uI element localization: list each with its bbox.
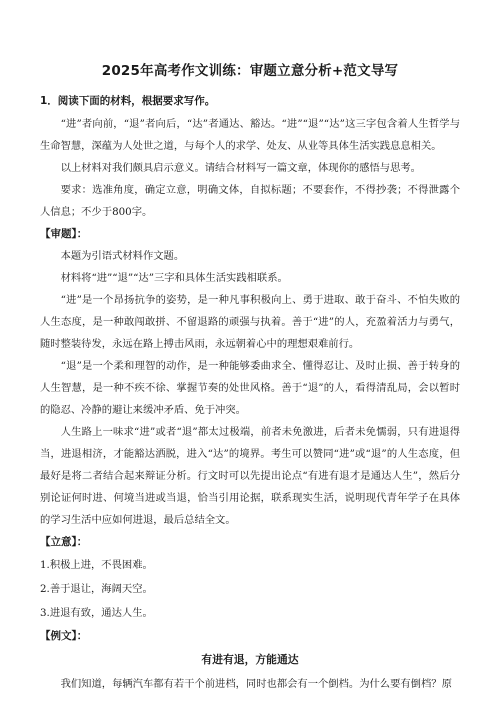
shenti-paragraph: 材料将“进”“退”“达”三字和具体生活实践相联系。 <box>60 272 288 284</box>
material-paragraph: “进”者向前，“退”者向后，“达”者通达、豁达。“进”“退”“达”这三字包含着人生哲学与生命智慧，深蕴为人处世之道，与每个人的求学、处友、从业等具体生活实践息息相关。 <box>40 118 460 152</box>
question-heading: 1．阅读下面的材料，根据要求写作。 <box>40 95 216 107</box>
shenti-paragraph: 本题为引语式材料作文题。 <box>60 250 185 262</box>
liyi-item: 2.善于退让，海阔天空。 <box>40 583 153 595</box>
prompt-paragraph: 以上材料对我们颇具启示意义。请结合材料写一篇文章，体现你的感悟与思考。 <box>60 162 421 174</box>
shenti-paragraph: 人生路上一味求“进”或者“退”都太过极端，前者未免激进，后者未免懦弱，只有进退得当，进退相济，才能豁达洒脱，进入“达”的境界。考生可以赞同“进”或“退”的人生态度，但最好是将二者结合起来辩证分析。行文时可以先提出论点“有进有退才是通达人生”，然后分别论证何时进、何境当进或当退，恰当引用论据，联系现实生活，说明现代青年学子在具体的学习生活中应如何进退，最后总结全文。 <box>40 426 460 526</box>
shenti-heading: 【审题】： <box>40 228 88 240</box>
shenti-paragraph: “进”是一个昂扬抗争的姿势，是一种凡事积极向上、勇于进取、敢于奋斗、不怕失败的人生态度，是一种敢闯敢拼、不留退路的顽强与执着。善于“进”的人，充盈着活力与勇气，随时整装待发，永远在路上搏击风雨，永远朝着心中的理想艰难前行。 <box>40 294 460 350</box>
requirements-paragraph: 要求：选准角度，确定立意，明确文体，自拟标题；不要套作，不得抄袭；不得泄露个人信息；不少于800字。 <box>40 184 460 218</box>
liyi-item: 3.进退有致，通达人生。 <box>40 607 153 619</box>
essay-paragraph: 我们知道，每辆汽车都有若干个前进档，同时也都会有一个倒档。为什么要有倒档？原 <box>60 678 452 690</box>
shenti-paragraph: “退”是一个柔和理智的动作，是一种能够委曲求全、懂得忍让、及时止损、善于转身的人生智慧，是一种不疾不徐、掌握节奏的处世风格。善于“退”的人，看得清乱局，会以暂时的隐忍、冷静的避让来缓冲矛盾、免于冲突。 <box>40 360 460 416</box>
essay-title: 有进有退，方能通达 <box>201 653 299 666</box>
liyi-item: 1.积极上进，不畏困难。 <box>40 559 153 571</box>
document-page <box>40 62 460 695</box>
liyi-heading: 【立意】： <box>40 536 88 548</box>
liwen-heading: 【例文】： <box>40 630 88 642</box>
document-title: 2025年高考作文训练：审题立意分析+范文导写 <box>101 63 399 79</box>
